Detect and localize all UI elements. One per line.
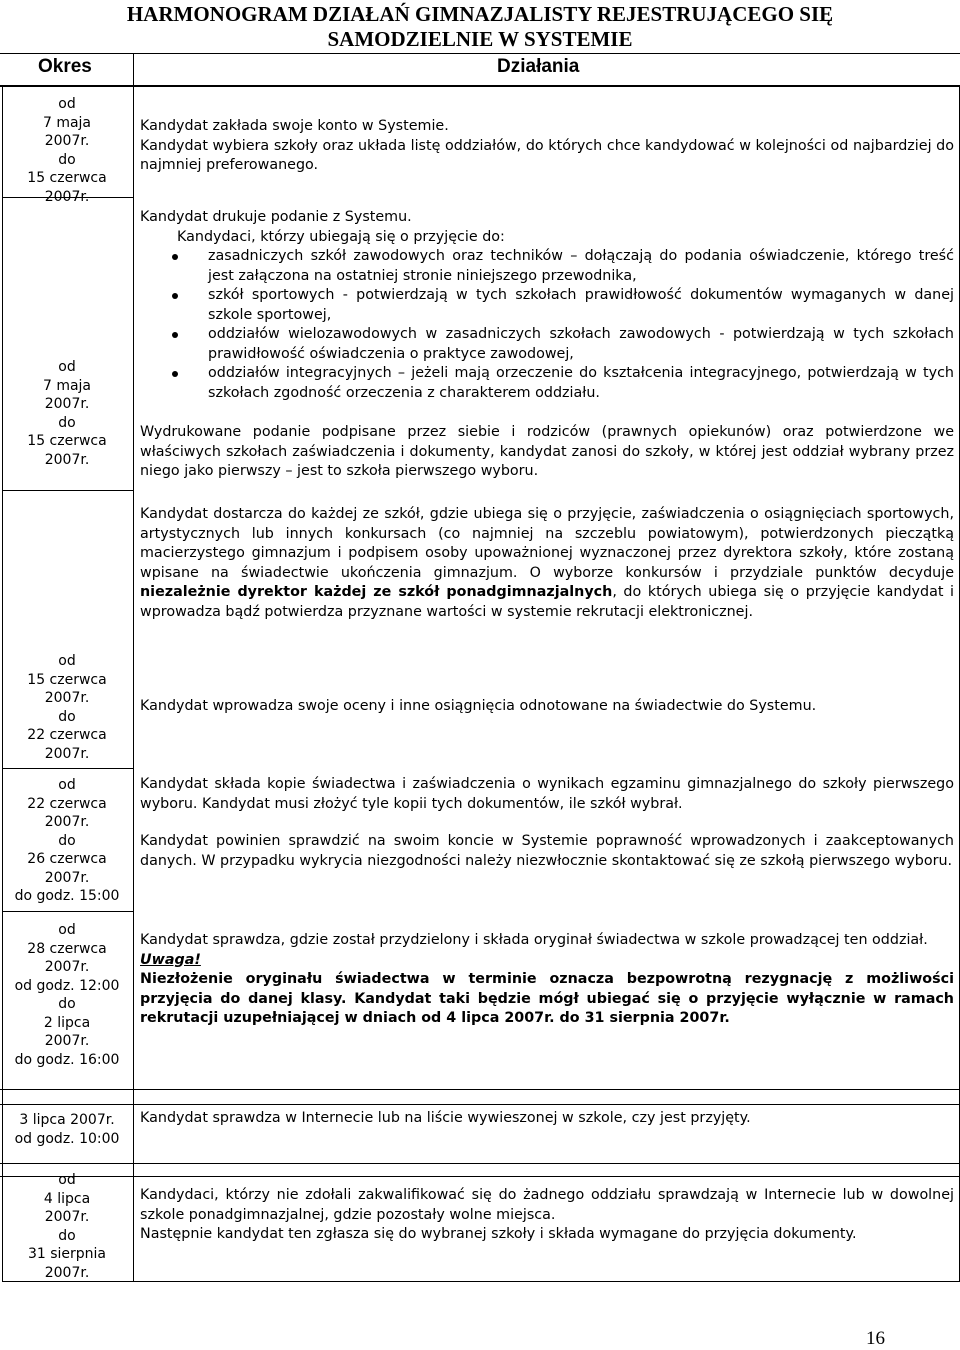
row-divider-2 bbox=[2, 490, 133, 491]
list-item: szkół sportowych - potwierdzają w tych szkołach prawidłowość dokumentów wymaganych w danej szkole sportowej, bbox=[140, 286, 954, 325]
row-divider-6 bbox=[0, 1104, 960, 1105]
row-divider-3 bbox=[2, 768, 133, 769]
action-text-bold: niezależnie dyrektor każdej ze szkół ponadgimnazjalnych bbox=[140, 584, 613, 600]
period-cell-5: od 28 czerwca 2007r. od godz. 12:00 do 2 lipca 2007r. do godz. 16:00 bbox=[14, 922, 120, 1068]
action-text: Kandydat sprawdza w Internecie lub na liście wywieszonej w szkole, czy jest przyjęty. bbox=[140, 1110, 751, 1126]
bullet-icon bbox=[172, 371, 178, 377]
action-cell-6 bbox=[140, 931, 954, 1029]
column-divider bbox=[133, 53, 134, 1282]
page-number: 16 bbox=[866, 1328, 885, 1349]
row-divider-5 bbox=[0, 1089, 960, 1090]
column-header-period: Okres bbox=[38, 56, 92, 77]
action-text: Kandydat sprawdza, gdzie został przydzielony i składa oryginał świadectwa w szkole prowadzącej ten oddział. bbox=[140, 932, 928, 948]
row-divider-7 bbox=[0, 1163, 960, 1164]
row-divider-4 bbox=[2, 911, 133, 912]
column-header-actions: Działania bbox=[497, 56, 580, 77]
period-cell-2: od 7 maja 2007r. do 15 czerwca 2007r. bbox=[27, 359, 107, 468]
action-text: Kandydat powinien sprawdzić na swoim koncie w Systemie poprawność wprowadzonych i zaakceptowanych danych. W przypadku wykrycia niezgodności należy niezwłocznie skontaktować się ze szkołą pierwszego wyboru. bbox=[140, 833, 954, 869]
period-cell-3: od 15 czerwca 2007r. do 22 czerwca 2007r. bbox=[27, 653, 107, 762]
action-cell-4 bbox=[140, 697, 954, 717]
warning-text: Niezłożenie oryginału świadectwa w terminie oznacza bezpowrotną rezygnację z możliwości przyjęcia do danej klasy. Kandydat taki będzie mógł ubiegać się o przyjęcie wyłącznie w ramach rekrutacji uzupełniającej w dniach od 4 lipca 2007r. do 31 sierpnia 2007r. bbox=[140, 971, 954, 1026]
action-text: Kandydat drukuje podanie z Systemu. bbox=[140, 209, 412, 225]
action-text: Następnie kandydat ten zgłasza się do wybranej szkoły i składa wymagane do przyjęcia dokumenty. bbox=[140, 1226, 857, 1242]
document-title-line1: HARMONOGRAM DZIAŁAŃ GIMNAZJALISTY REJESTRUJĄCEGO SIĘ bbox=[126, 2, 834, 26]
list-item: oddziałów integracyjnych – jeżeli mają orzeczenie do kształcenia integracyjnego, potwierdzają w tych szkołach zgodność orzeczenia z charakterem oddziału. bbox=[140, 364, 954, 403]
period-cell-4: od 22 czerwca 2007r. do 26 czerwca 2007r. do godz. 15:00 bbox=[14, 777, 120, 904]
header-bottom-line bbox=[0, 85, 960, 87]
action-cell-1 bbox=[140, 117, 954, 176]
header-top-line bbox=[0, 53, 960, 54]
action-cell-8 bbox=[140, 1186, 954, 1245]
action-text: , do których ubiega się o przyjęcie kandydat i wprowadza bądź potwierdza przyznane wartości w systemie rekrutacji elektronicznej. bbox=[140, 584, 954, 620]
action-text: Kandydaci, którzy nie zdołali zakwalifikować się do żadnego oddziału sprawdzają w Internecie lub w dowolnej szkole ponadgimnazjalnej, gdzie pozostały wolne miejsca. bbox=[140, 1187, 954, 1223]
action-cell-3 bbox=[140, 505, 954, 622]
action-text: Kandydat wybiera szkoły oraz układa listę oddziałów, do których chce kandydować w kolejności od najbardziej do najmniej preferowanego. bbox=[140, 137, 954, 173]
action-text: Kandydat dostarcza do każdej ze szkół, gdzie ubiega się o przyjęcie, zaświadczenia o osiągnięciach sportowych, artystycznych lub innych konkursach (co najmniej na szczeblu powiatowym), potwierdzonych pieczątką macierzystego gimnazjum i podpisem osoby upoważnionej wyznaczonej przez dyrektora szkoły, które zostaną wpisane na świadectwie ukończenia gimnazjum. O wyborze konkursów i przydziale punktów decyduje bbox=[140, 506, 954, 581]
action-text: Kandydaci, którzy ubiegają się o przyjęcie do: bbox=[177, 228, 505, 245]
row-divider-8 bbox=[0, 1176, 960, 1177]
action-cell-5 bbox=[140, 775, 954, 871]
list-item: oddziałów wielozawodowych w zasadniczych szkołach zawodowych - potwierdzają w tych szkołach prawidłowość oświadczenia o praktyce zawodowej, bbox=[140, 325, 954, 364]
bullet-icon bbox=[172, 293, 178, 299]
warning-label: Uwaga! bbox=[140, 951, 201, 968]
action-text: Kandydat wprowadza swoje oceny i inne osiągnięcia odnotowane na świadectwie do Systemu. bbox=[140, 698, 817, 714]
action-text: Kandydat składa kopie świadectwa i zaświadczenia o wynikach egzaminu gimnazjalnego do szkoły pierwszego wyboru. Kandydat musi złożyć tyle kopii tych dokumentów, ile szkół wybrał. bbox=[140, 776, 954, 812]
action-text: Wydrukowane podanie podpisane przez siebie i rodziców (prawnych opiekunów) oraz potwierdzone we właściwych szkołach zaświadczenia i dokumenty, kandydat zanosi do szkoły, w której jest oddział wybrany przez niego jako pierwszy – jest to szkoła pierwszego wyboru. bbox=[140, 424, 954, 479]
period-cell-1: od 7 maja 2007r. do 15 czerwca 2007r. bbox=[27, 96, 107, 205]
requirements-list bbox=[140, 247, 954, 403]
table-bottom-line bbox=[2, 1281, 960, 1282]
period-cell-6: 3 lipca 2007r. od godz. 10:00 bbox=[14, 1112, 120, 1147]
list-item: zasadniczych szkół zawodowych oraz techników – dołączają do podania oświadczenie, którego treść jest załączona na ostatniej stronie niniejszego przewodnika, bbox=[140, 247, 954, 286]
action-cell-2 bbox=[140, 208, 954, 482]
action-text: Kandydat zakłada swoje konto w Systemie. bbox=[140, 118, 449, 134]
action-cell-7 bbox=[140, 1109, 954, 1129]
document-title-line2: SAMODZIELNIE W SYSTEMIE bbox=[327, 27, 633, 51]
bullet-icon bbox=[172, 254, 178, 260]
bullet-icon bbox=[172, 332, 178, 338]
period-cell-7: od 4 lipca 2007r. do 31 sierpnia 2007r. bbox=[27, 1172, 107, 1281]
